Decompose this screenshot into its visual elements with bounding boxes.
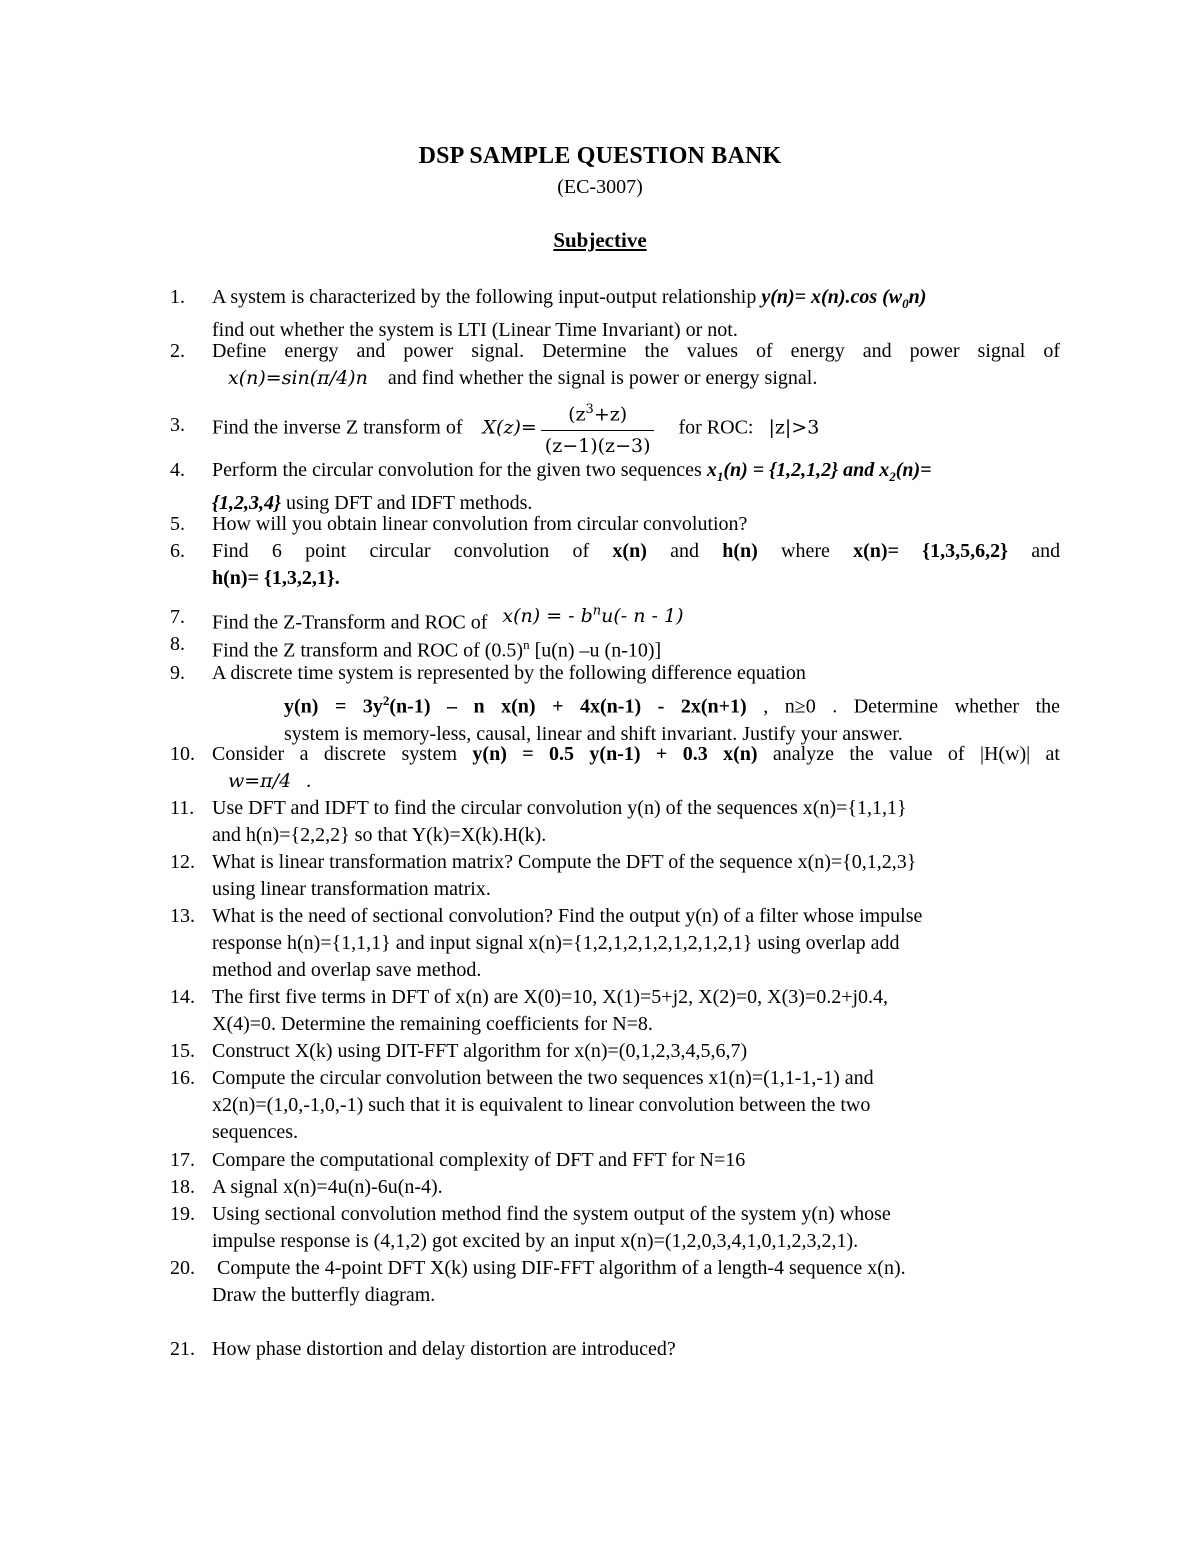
question-text-line: Compare the computational complexity of DFT and FFT for N=16 (212, 1149, 746, 1171)
question-text-line: What is the need of sectional convolution? Find the output y(n) of a filter whose impulse (212, 905, 923, 927)
question-number: 20. (170, 1257, 195, 1279)
formula: w=π/4 (228, 770, 292, 792)
formula: x(n) = - $b^nu(-$ n - 1) (502, 604, 684, 628)
question-text-line: A system is characterized by the following input-output relationship y(n)= x(n).cos $(w_0n)$ (212, 286, 927, 311)
question-number: 3. (170, 414, 185, 436)
question-number: 10. (170, 743, 195, 765)
question-text-line: system is memory-less, causal, linear and shift invariant. Justify your answer. (284, 722, 903, 745)
question-text-line: and h(n)={2,2,2} so that Y(k)=X(k).H(k). (212, 824, 547, 846)
question-text-line: impulse response is (4,1,2) got excited by an input x(n)=(1,2,0,3,4,1,0,1,2,3,2,1). (212, 1230, 859, 1252)
question-number: 18. (170, 1176, 195, 1198)
question-text-line: Draw the butterfly diagram. (212, 1284, 436, 1306)
question-number: 14. (170, 986, 195, 1008)
question-text-line: Use DFT and IDFT to find the circular convolution y(n) of the sequences x(n)={1,1,1} (212, 797, 907, 819)
document-page: DSP SAMPLE QUESTION BANK (EC-3007) Subjective 1. A system is characterized by the following input-output relationship y(n)= x(n).cos $(w_0n)$ find out whether the system is LTI (Linear Time Invariant) or not. 2. Define energy and power signal. Determine the values of energy and power signal of x(n)=sin(π/4)n and find whether the signal is power or energy signal. 3. Find the inverse Z transform of X(z)= $\frac{(z^3+z)}{(z-1)(z-3)}$ for ROC: |z|>3 4. Perform the circular convolution for the given two sequences $x_1(n) = \{1,2,1,2\}$ and $x_2(n)=$ {1,2,3,4} using DFT and IDFT methods. 5. How will you obtain linear convolution from circular convolution? 6. Find 6 point circular convolution of x(n) and h(n) where x(n)= {1,3,5,6,2} and h(n)= {1,3,2,1}. 7. Find the Z-Transform and ROC of x(n) = - $b^nu(-$ n - 1) 8. Find the Z transform and ROC of $(0.5)^n$ [u(n) –u (n-10)] 9. A discrete time system is represented by the following difference equation $y(n) = 3y^2(n-1) - n$ x(n) + 4x(n-1) - 2x(n+1) , n≥0 . Determine whether the system is memory-less, causal, linear and shift invariant. Justify your answer. 10. Consider a discrete system y(n) = 0.5 y(n-1) + 0.3 x(n) analyze the value of |H(w)| at w=π/4 . 11. Use DFT and IDFT to find the circular convolution y(n) of the sequences x(n)={1,1,1} and h(n)={2,2,2} so that Y(k)=X(k).H(k). 12. What is linear transformation matrix? Compute the DFT of the sequence x(n)={0,1,2,3} using linear transformation matrix. 13. What is the need of sectional convolution? Find the output y(n) of a filter whose impulse response h(n)={1,1,1} and input signal x(n)={1,2,1,2,1,2,1,2,1,2,1} using overlap add method and overlap save method. 14. The first five terms in DFT of x(n) are X(0)=10, X(1)=5+j2, X(2)=0, X(3)=0.2+j0.4, X(4)=0. Determine the remaining coefficients for N=8. 15. Construct X(k) using DIT-FFT algorithm for x(n)=(0,1,2,3,4,5,6,7) 16. Compute the circular convolution between the two sequences x1(n)=(1,1-1,-1) and x2(n)=(1,0,-1,0,-1) such that it is equivalent to linear convolution between the two sequences. 17. Compare the computational complexity of DFT and FFT for N=16 18. A signal x(n)=4u(n)-6u(n-4). 19. Using sectional convolution method find the system output of the system y(n) whose impulse response is (4,1,2) got excited by an input x(n)=(1,2,0,3,4,1,0,1,2,3,2,1). 20. Compute the 4-point DFT X(k) using DIF-FFT algorithm of a length-4 sequence x(n). Draw the butterfly diagram. 21. How phase distortion and delay distortion are introduced? (0, 0, 1200, 1553)
question-number: 7. (170, 606, 185, 628)
question-text-line: w=π/4 . (212, 768, 1060, 795)
question-number: 4. (170, 459, 185, 481)
fraction: $\frac{(z^3+z)}{(z-1)(z-3)}$ (541, 396, 655, 460)
question-text-line: Construct X(k) using DIT-FFT algorithm for x(n)=(0,1,2,3,4,5,6,7) (212, 1040, 748, 1062)
question-number: 19. (170, 1203, 195, 1225)
question-text-line: method and overlap save method. (212, 959, 482, 981)
question-text-line: How will you obtain linear convolution from circular convolution? (212, 513, 748, 535)
question-text-line: Find 6 point circular convolution of x(n) and h(n) where x(n)= {1,3,5,6,2} and (212, 540, 1061, 562)
document-title: DSP SAMPLE QUESTION BANK (418, 143, 782, 169)
question-number: 16. (170, 1067, 195, 1089)
question-text-line: The first five terms in DFT of x(n) are X(0)=10, X(1)=5+j2, X(2)=0, X(3)=0.2+j0.4, (212, 986, 889, 1008)
question-number: 1. (170, 286, 185, 308)
question-number: 21. (170, 1338, 195, 1360)
question-text-line: find out whether the system is LTI (Linear Time Invariant) or not. (212, 319, 738, 341)
question-text-line: h(n)= {1,3,2,1}. (212, 567, 340, 589)
question-text-line: Using sectional convolution method find the system output of the system y(n) whose (212, 1203, 891, 1225)
question-text-line: Perform the circular convolution for the given two sequences $x_1(n) = \{1,2,1,2\}$ and $x_2(n)=$ (212, 459, 932, 484)
question-number: 15. (170, 1040, 195, 1062)
question-text-line: Compute the 4-point DFT X(k) using DIF-FFT algorithm of a length-4 sequence x(n). (212, 1257, 906, 1279)
question-number: 13. (170, 905, 195, 927)
question-number: 9. (170, 662, 185, 684)
question-number: 2. (170, 340, 185, 362)
question-text-line: x2(n)=(1,0,-1,0,-1) such that it is equivalent to linear convolution between the two (212, 1094, 871, 1116)
question-text-line: response h(n)={1,1,1} and input signal x(n)={1,2,1,2,1,2,1,2,1,2,1} using overlap add (212, 932, 900, 954)
question-text-line: How phase distortion and delay distortion are introduced? (212, 1338, 676, 1360)
formula: X(z)= (482, 416, 537, 439)
question-text-line: using linear transformation matrix. (212, 878, 491, 900)
question-text-line: x(n)=sin(π/4)n and find whether the signal is power or energy signal. (212, 365, 1060, 392)
question-text-line: Consider a discrete system y(n) = 0.5 y(n-1) + 0.3 x(n) analyze the value of |H(w)| at (212, 743, 1060, 765)
question-number: 6. (170, 540, 185, 562)
question-number: 8. (170, 633, 185, 655)
question-number: 11. (170, 797, 195, 819)
question-text-line: Define energy and power signal. Determine the values of energy and power signal of (212, 340, 1060, 362)
question-text-line: What is linear transformation matrix? Compute the DFT of the sequence x(n)={0,1,2,3} (212, 851, 917, 873)
question-number: 17. (170, 1149, 195, 1171)
question-number: 5. (170, 513, 185, 535)
question-text-line: X(4)=0. Determine the remaining coefficients for N=8. (212, 1013, 653, 1035)
question-text-line: {1,2,3,4} using DFT and IDFT methods. (212, 492, 533, 514)
question-text-line: $y(n) = 3y^2(n-1) - n$ x(n) + 4x(n-1) - 2x(n+1) , n≥0 . Determine whether the (284, 693, 1061, 718)
formula: x(n)=sin(π/4)n (228, 367, 368, 389)
question-text-line: sequences. (212, 1121, 299, 1143)
question-text-line: A discrete time system is represented by the following difference equation (212, 662, 806, 684)
question-text-line: Compute the circular convolution between the two sequences x1(n)=(1,1-1,-1) and (212, 1067, 874, 1089)
question-text-line: A signal x(n)=4u(n)-6u(n-4). (212, 1176, 443, 1198)
section-heading: Subjective (553, 228, 647, 252)
question-number: 12. (170, 851, 195, 873)
course-code: (EC-3007) (557, 176, 643, 198)
